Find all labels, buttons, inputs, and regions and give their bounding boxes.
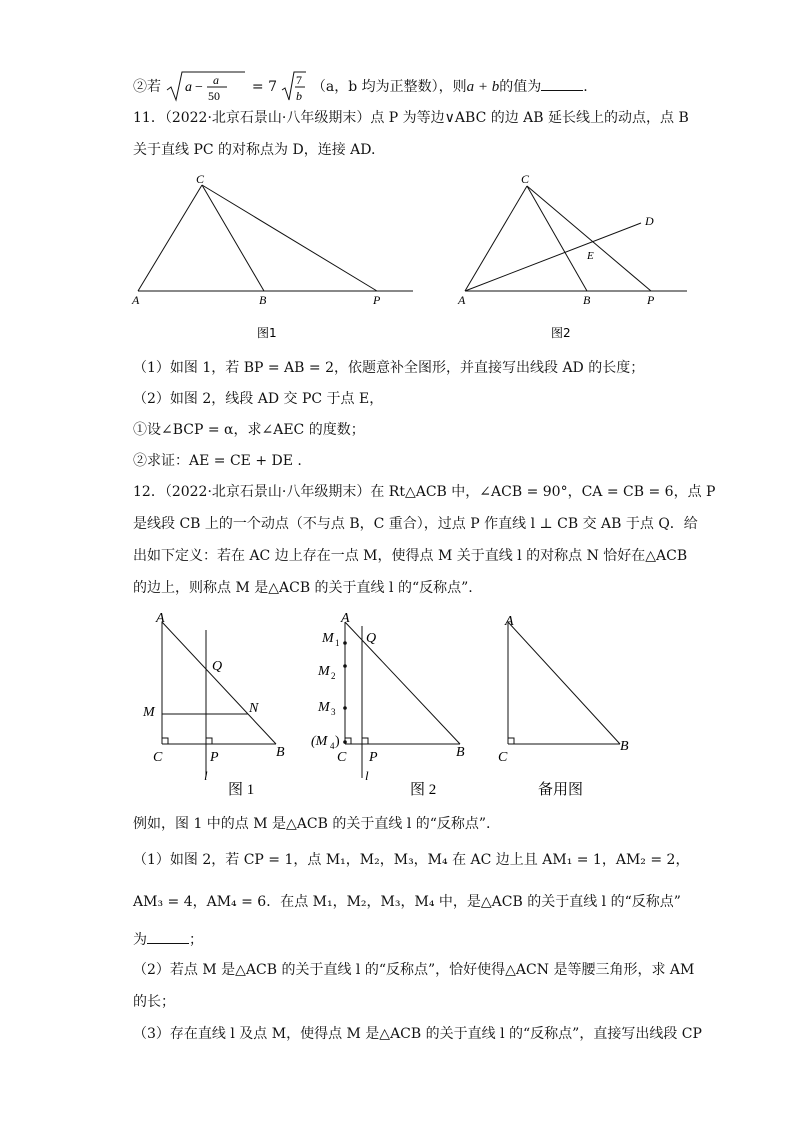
circle-number: ② <box>133 79 147 95</box>
radical-a: a <box>185 80 193 95</box>
q12-figure-1 <box>140 608 300 803</box>
q12-p1-line2: AM₃ = 4，AM₄ = 6．在点 M₁，M₂，M₃，M₄ 中，是△ACB 的关于直线 l 的“反称点” <box>133 894 681 910</box>
q12-line4: 的边上，则称点 M 是△ACB 的关于直线 l 的“反称点”. <box>133 580 473 596</box>
label-C: C <box>521 172 530 186</box>
label-A: A <box>132 293 140 307</box>
label-C: C <box>153 750 163 765</box>
label-B: B <box>456 745 465 760</box>
q12-p1-end: ； <box>189 932 203 948</box>
frac-num: a <box>213 73 220 87</box>
radical-expression <box>165 70 247 104</box>
radical-seven-over-b <box>281 70 307 104</box>
label-Q: Q <box>366 631 377 646</box>
q12-p2-line1: （2）若点 M 是△ACB 的关于直线 l 的“反称点”，恰好使得△ACN 是等腰三角形，求 AM <box>133 962 695 978</box>
label-C: C <box>498 750 508 765</box>
answer-blank[interactable] <box>541 76 583 91</box>
label-B: B <box>259 293 267 307</box>
q12-example: 例如，图 1 中的点 M 是△ACB 的关于直线 l 的“反称点”. <box>133 816 491 832</box>
label-M3: M <box>318 700 330 715</box>
q11-line1: 11．（2022·北京石景山·八年级期末）点 P 为等边∨ABC 的边 AB 延长线上的动点，点 B <box>133 110 689 126</box>
label-D: D <box>645 214 654 228</box>
q11-part2-1: ①设∠BCP = α，求∠AEC 的度数； <box>133 422 365 438</box>
q12-line2: 是线段 CB 上的一个动点（不与点 B，C 重合），过点 P 作直线 l ⊥ CB 交 AB 于点 Q．给 <box>133 516 698 532</box>
label-P: P <box>369 750 378 765</box>
label-B: B <box>276 745 285 760</box>
label-M4: (M <box>311 734 328 749</box>
q10-part2-line <box>133 70 588 104</box>
figure-caption: 备用图 <box>538 782 584 798</box>
label-A: A <box>341 611 350 626</box>
label-l: l <box>365 768 369 783</box>
label-M1-sub: 1 <box>335 638 340 648</box>
q10-tail: 的值为 <box>499 79 542 95</box>
label-C: C <box>337 750 347 765</box>
q11-part2: （2）如图 2，线段 AD 交 PC 于点 E， <box>133 391 384 407</box>
label-M3-sub: 3 <box>331 707 336 717</box>
label-A: A <box>156 611 165 626</box>
frac2-num: 7 <box>296 73 303 87</box>
label-M2-sub: 2 <box>331 671 336 681</box>
label-M: M <box>143 705 155 720</box>
point-m3 <box>343 706 347 710</box>
label-B: B <box>583 293 591 307</box>
label-A: A <box>458 293 466 307</box>
q10-expr: a + b <box>466 79 500 95</box>
label-P: P <box>210 750 219 765</box>
q12-line3: 出如下定义：若在 AC 边上存在一点 M，使得点 M 关于直线 l 的对称点 N 恰好在△ACB <box>133 548 688 564</box>
figure-caption: 图2 <box>551 326 571 340</box>
q12-p1-line1: （1）如图 2，若 CP = 1，点 M₁，M₂，M₃，M₄ 在 AC 边上且 AM₁ = 1，AM₂ = 2， <box>133 852 690 868</box>
q10-lead: 若 <box>147 79 161 95</box>
q12-p2-line2: 的长； <box>133 994 175 1010</box>
label-M1: M <box>322 631 334 646</box>
q11-part1: （1）如图 1，若 BP = AB = 2，依题意补全图形，并直接写出线段 AD 的长度； <box>133 360 645 376</box>
q11-figure-2 <box>455 170 695 345</box>
q12-p1-prefix: 为 <box>133 932 147 948</box>
label-l: l <box>204 768 208 783</box>
answer-blank[interactable] <box>147 929 189 944</box>
radical-minus: − <box>195 80 204 95</box>
label-B: B <box>620 739 629 754</box>
label-M2: M <box>318 664 330 679</box>
label-P: P <box>373 293 381 307</box>
label-M4-close: ) <box>335 734 340 749</box>
point-m2 <box>343 664 347 668</box>
equals-seven: = 7 <box>251 79 277 95</box>
q12-p3-line1: （3）存在直线 l 及点 M，使得点 M 是△ACB 的关于直线 l 的“反称点”，直接写出线段 CP <box>133 1026 702 1042</box>
label-Q: Q <box>212 659 223 674</box>
figure-caption: 图1 <box>257 326 277 340</box>
label-P: P <box>647 293 655 307</box>
q11-part2-2: ②求证：AE = CE + DE . <box>133 453 302 469</box>
label-M4-sub: 4 <box>330 741 335 751</box>
label-A: A <box>505 614 514 629</box>
frac2-den: b <box>296 89 303 103</box>
q10-end: . <box>583 79 588 95</box>
figure-caption: 图 1 <box>228 782 255 798</box>
label-E: E <box>587 250 594 262</box>
label-C: C <box>196 172 205 186</box>
q11-line2: 关于直线 PC 的对称点为 D，连接 AD. <box>133 142 376 158</box>
frac-den: 50 <box>208 89 221 103</box>
point-m1 <box>343 641 347 645</box>
q12-figure-3 <box>490 608 640 803</box>
q12-line1: 12．（2022·北京石景山·八年级期末）在 Rt△ACB 中，∠ACB = 90°，CA = CB = 6，点 P <box>133 484 716 500</box>
point-m4 <box>343 740 347 744</box>
figure-caption: 图 2 <box>410 782 437 798</box>
label-N: N <box>249 701 259 716</box>
q12-figure-2 <box>308 608 483 803</box>
q10-condition: （a，b 均为正整数），则 <box>311 79 467 95</box>
q12-p1-line3 <box>133 929 203 950</box>
q11-figure-1 <box>130 170 430 345</box>
